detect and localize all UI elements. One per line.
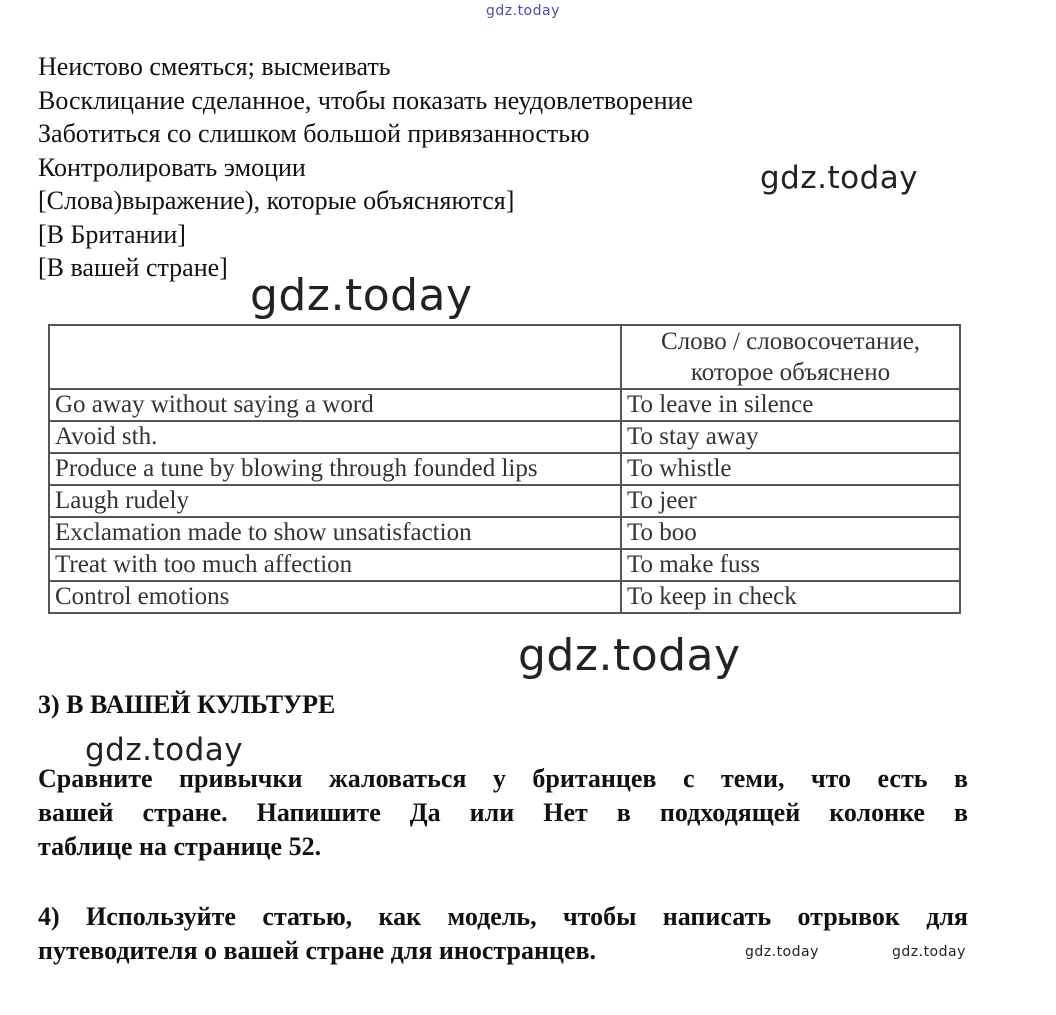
table-row	[49, 389, 960, 421]
task-line: таблице на странице 52.	[38, 832, 322, 861]
definition-line: [В вашей стране]	[38, 253, 228, 282]
vocabulary-table	[48, 324, 961, 614]
definition-line: [Слова)выражение), которые объясняются]	[38, 186, 515, 215]
watermark: gdz.today	[892, 944, 966, 960]
table-row	[49, 517, 960, 549]
cell-definition: Treat with too much affection	[49, 549, 621, 581]
definition-line: [В Британии]	[38, 219, 186, 249]
definition-line: Заботиться со слишком большой привязанностью	[38, 119, 590, 148]
watermark: gdz.today	[250, 270, 473, 321]
definition-line: Неистово смеяться; высмеивать	[38, 52, 391, 81]
cell-word: To whistle	[621, 453, 960, 485]
table-row	[49, 453, 960, 485]
task-line: путеводителя о вашей стране для иностранцев.	[38, 936, 597, 965]
definition-line: Восклицание сделанное, чтобы показать неудовлетворение	[38, 85, 693, 115]
cell-definition: Exclamation made to show unsatisfaction	[49, 517, 621, 549]
cell-definition: Control emotions	[49, 581, 621, 613]
task-line: 4) Используйте статью, как модель, чтобы написать отрывок для	[38, 902, 968, 931]
section-3-task	[38, 762, 968, 864]
watermark: gdz.today	[518, 630, 741, 681]
table-row	[49, 485, 960, 517]
table-row	[49, 421, 960, 453]
definition-line: Контролировать эмоции	[38, 152, 306, 182]
cell-word: To stay away	[621, 421, 960, 453]
header-word-line2: которое объяснено	[690, 359, 891, 386]
table-row	[49, 581, 960, 613]
cell-word: To leave in silence	[621, 389, 960, 421]
cell-definition: Laugh rudely	[49, 485, 621, 517]
cell-word: To keep in check	[621, 581, 960, 613]
table-header-row	[49, 325, 960, 389]
cell-word: To boo	[621, 517, 960, 549]
definition-list	[38, 50, 693, 285]
task-line: вашей стране. Напишите Да или Нет в подходящей колонке в	[38, 798, 968, 827]
cell-word: To jeer	[621, 485, 960, 517]
cell-definition: Avoid sth.	[49, 421, 621, 453]
watermark-top: gdz.today	[486, 3, 560, 19]
task-line: Сравните привычки жаловаться у британцев с теми, что есть в	[38, 764, 968, 793]
watermark: gdz.today	[745, 944, 819, 960]
watermark: gdz.today	[85, 732, 244, 768]
table-row	[49, 549, 960, 581]
header-cell-empty	[49, 325, 621, 389]
section-4-task	[38, 900, 968, 968]
cell-definition: Produce a tune by blowing through founded lips	[49, 453, 621, 485]
cell-definition: Go away without saying a word	[49, 389, 621, 421]
watermark: gdz.today	[760, 160, 919, 196]
section-3-heading: 3) В ВАШЕЙ КУЛЬТУРЕ	[38, 690, 336, 719]
header-word-line1: Слово / словосочетание,	[660, 328, 921, 355]
cell-word: To make fuss	[621, 549, 960, 581]
header-cell-word	[621, 325, 960, 389]
